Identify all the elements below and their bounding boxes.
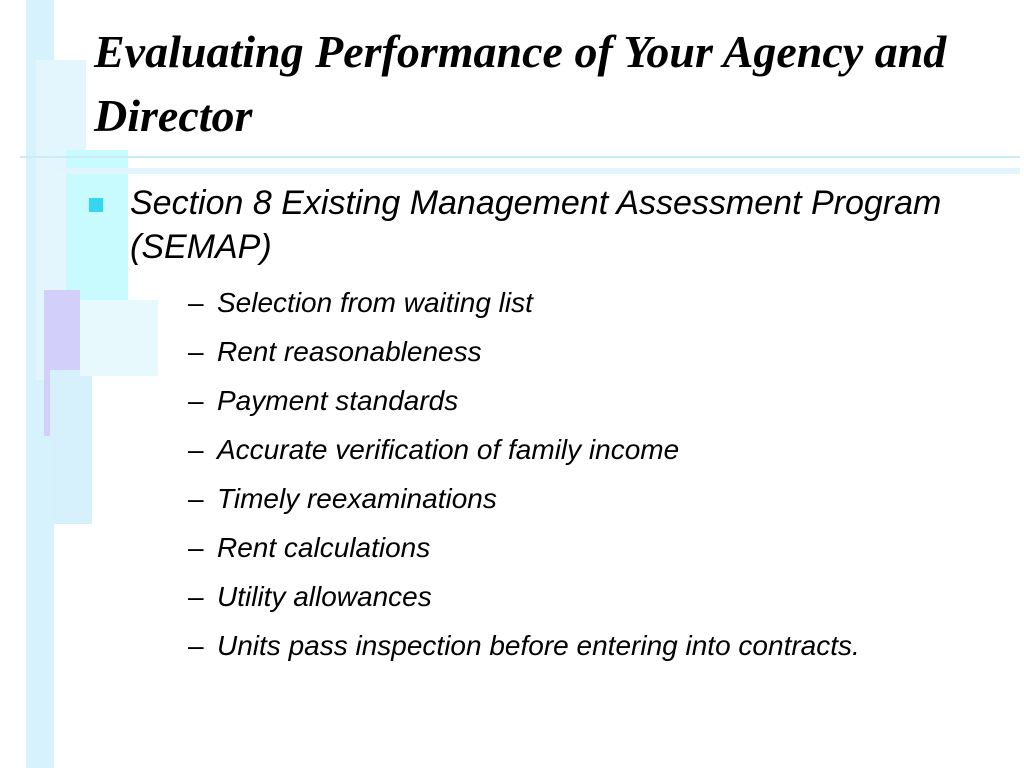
sub-bullet-item (188, 282, 968, 323)
dash-marker: – (188, 336, 204, 367)
dash-marker: – (188, 287, 204, 318)
sub-bullet-text: Timely reexaminations (217, 483, 497, 514)
dash-marker: – (188, 532, 204, 563)
slide-title: Evaluating Performance of Your Agency and Director (94, 26, 947, 141)
title-divider-band (56, 168, 1020, 174)
dash-marker: – (188, 483, 204, 514)
sub-bullet-text: Accurate verification of family income (217, 434, 680, 465)
sub-bullet-item (188, 527, 968, 568)
sub-bullet-item (188, 380, 968, 421)
dash-marker: – (188, 434, 204, 465)
sub-bullet-item (188, 625, 968, 666)
sub-bullet-text: Selection from waiting list (217, 287, 533, 318)
sub-bullet-text: Utility allowances (217, 581, 432, 612)
sub-bullet-list (188, 282, 968, 674)
main-bullet-text: Section 8 Existing Management Assessment Program (SEMAP) (130, 184, 942, 266)
sub-bullet-item (188, 478, 968, 519)
dash-marker: – (188, 385, 204, 416)
square-bullet-icon (89, 198, 103, 212)
decor-block (80, 300, 158, 376)
dash-marker: – (188, 581, 204, 612)
sub-bullet-text: Rent calculations (217, 532, 431, 563)
sub-bullet-text: Units pass inspection before entering into contracts. (217, 630, 860, 661)
title-divider-line (20, 156, 1020, 158)
dash-marker: – (188, 630, 204, 661)
sub-bullet-item (188, 429, 968, 470)
sub-bullet-item (188, 331, 968, 372)
decor-block (50, 370, 92, 524)
sub-bullet-text: Payment standards (217, 385, 459, 416)
sub-bullet-text: Rent reasonableness (217, 336, 482, 367)
sub-bullet-item (188, 576, 968, 617)
